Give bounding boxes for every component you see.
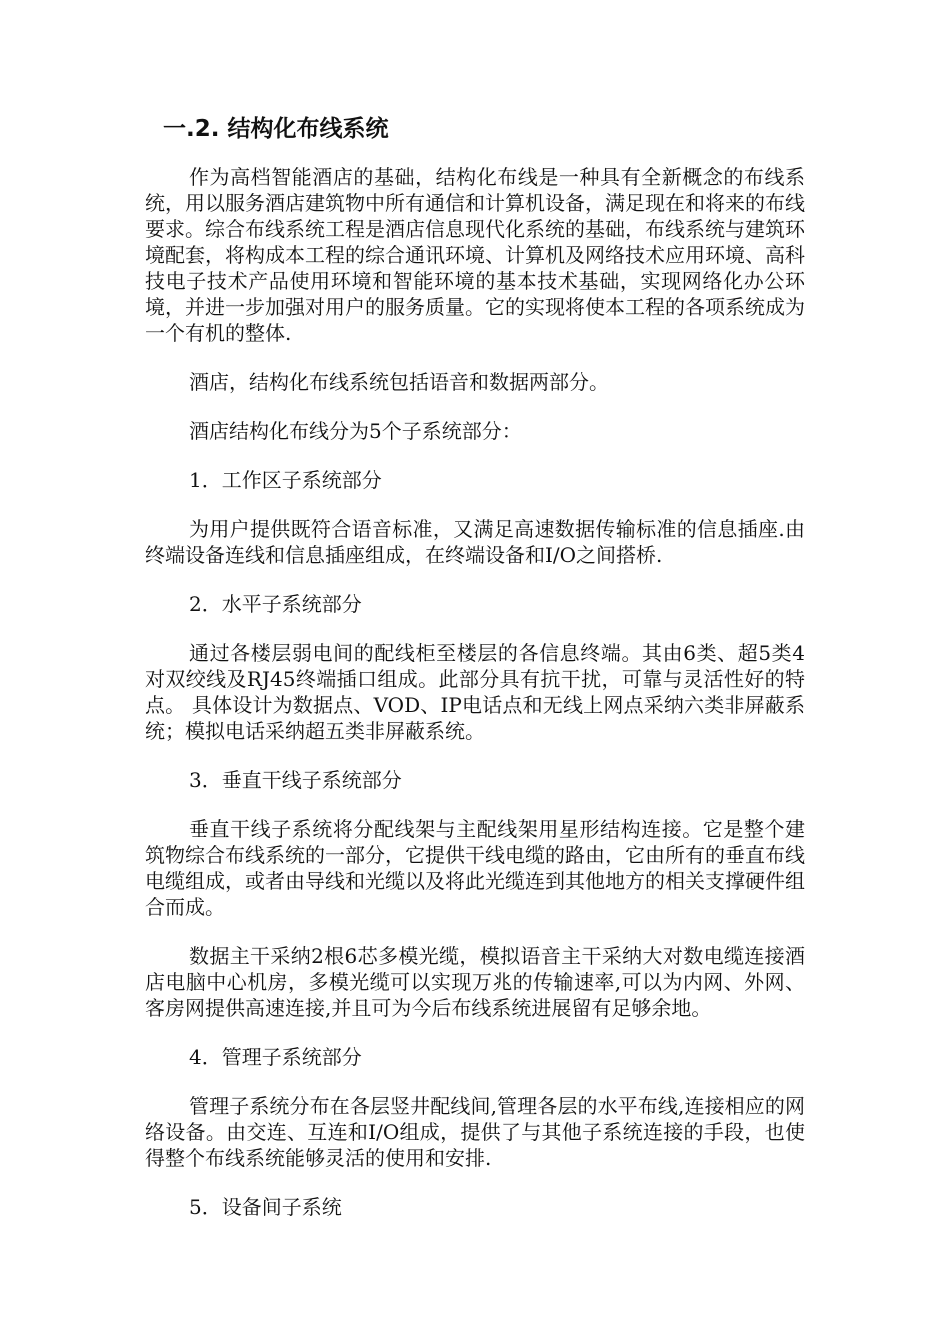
horizontal-subsystem-paragraph: 通过各楼层弱电间的配线柜至楼层的各信息终端。其由6类、超5类4对双绞线及RJ45终端插口组成。此部分具有抗干扰，可靠与灵活性好的特点。 具体设计为数据点、VOD、IP电话点和无线上网点采纳六类非屏蔽系统；模拟电话采纳超五类非屏蔽系统。 (145, 641, 805, 743)
horizontal-subsystem-heading: 2．水平子系统部分 (189, 592, 362, 616)
section-heading: 一.2. 结构化布线系统 (163, 116, 389, 142)
backbone-cabling-paragraph: 数据主干采纳2根6芯多模光缆，模拟语音主干采纳大对数电缆连接酒店电脑中心机房，多模光缆可以实现万兆的传输速率,可以为内网、外网、客房网提供高速连接,并且可为今后布线系统进展留有足够余地。 (145, 944, 805, 1020)
administration-subsystem-heading: 4．管理子系统部分 (189, 1045, 362, 1069)
work-area-subsystem-paragraph: 为用户提供既符合语音标准，又满足高速数据传输标准的信息插座.由终端设备连线和信息插座组成，在终端设备和I/O之间搭桥. (145, 517, 805, 567)
work-area-subsystem-heading: 1．工作区子系统部分 (189, 468, 382, 492)
subsystem-count-paragraph: 酒店结构化布线分为5个子系统部分： (189, 419, 522, 443)
backbone-subsystem-paragraph: 垂直干线子系统将分配线架与主配线架用星形结构连接。它是整个建筑物综合布线系统的一部分，它提供干线电缆的路由，它由所有的垂直布线电缆组成，或者由导线和光缆以及将此光缆连到其他地方的相关支撑硬件组合而成。 (145, 817, 805, 919)
document-body (145, 112, 805, 1243)
backbone-subsystem-heading: 3．垂直干线子系统部分 (189, 768, 402, 792)
scope-paragraph: 酒店，结构化布线系统包括语音和数据两部分。 (189, 370, 609, 394)
administration-subsystem-paragraph: 管理子系统分布在各层竖井配线间,管理各层的水平布线,连接相应的网络设备。由交连、互连和I/O组成，提供了与其他子系统连接的手段，也使得整个布线系统能够灵活的使用和安排. (145, 1094, 805, 1170)
equipment-room-subsystem-heading: 5．设备间子系统 (189, 1195, 342, 1219)
intro-paragraph: 作为高档智能酒店的基础，结构化布线是一种具有全新概念的布线系统，用以服务酒店建筑物中所有通信和计算机设备，满足现在和将来的布线要求。综合布线系统工程是酒店信息现代化系统的基础，布线系统与建筑环境配套，将构成本工程的综合通讯环境、计算机及网络技术应用环境、高科技电子技术产品使用环境和智能环境的基本技术基础，实现网络化办公环境，并进一步加强对用户的服务质量。它的实现将使本工程的各项系统成为一个有机的整体. (145, 165, 805, 345)
